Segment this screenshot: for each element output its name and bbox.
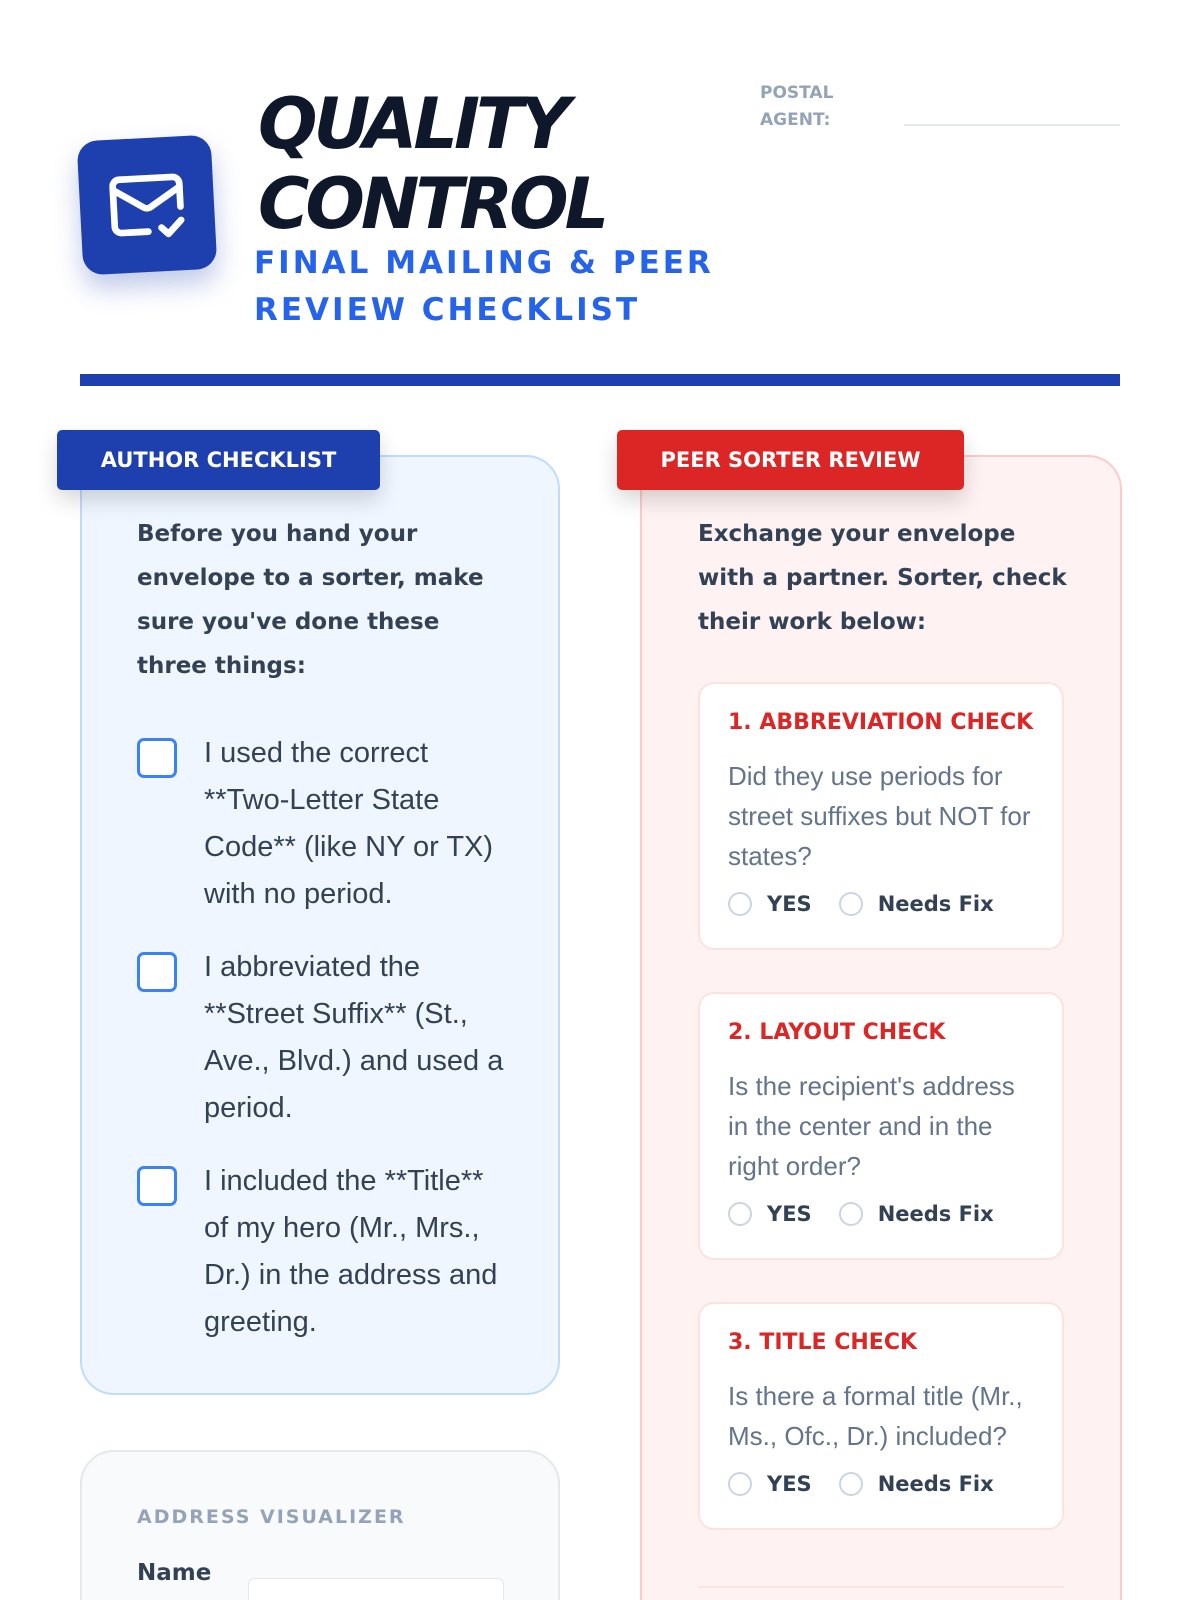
needs-fix-radio[interactable] [839, 1202, 863, 1226]
subtitle-line-2: REVIEW CHECKLIST [254, 292, 641, 328]
postal-agent-label-line-2: AGENT: [760, 110, 831, 130]
layout-check-card [698, 992, 1064, 1260]
address-visualizer-label: ADDRESS VISUALIZER [137, 1506, 406, 1528]
name-field-label: Name [137, 1560, 212, 1586]
review-card-title: 3. TITLE CHECK [728, 1330, 918, 1355]
author-intro-text: Before you hand your envelope to a sorter, make sure you've done these three things: [137, 521, 484, 679]
review-card-question: Is the recipient's address in the center and in the right order? [728, 1071, 1015, 1181]
postal-agent-label [760, 80, 860, 134]
peer-panel-divider [698, 1586, 1064, 1588]
yes-radio-label[interactable]: YES [767, 1472, 812, 1496]
subtitle-line-1: FINAL MAILING & PEER [254, 245, 714, 281]
review-radio-group [728, 892, 1021, 916]
needs-fix-radio-label[interactable]: Needs Fix [877, 892, 994, 916]
review-radio-group [728, 1202, 1021, 1226]
review-radio-group [728, 1472, 1021, 1496]
checklist-item-text: I included the **Title** of my hero (Mr., Mrs., Dr.) in the address and greeting. [204, 1165, 498, 1338]
checklist-checkbox-2[interactable] [137, 952, 177, 992]
name-input[interactable] [248, 1578, 504, 1600]
peer-intro-text: Exchange your envelope with a partner. Sorter, check their work below: [698, 521, 1067, 635]
postal-agent-label-line-1: POSTAL [760, 83, 834, 103]
yes-radio[interactable] [728, 1472, 752, 1496]
postal-agent-field[interactable] [904, 124, 1120, 126]
checklist-checkbox-3[interactable] [137, 1166, 177, 1206]
yes-radio[interactable] [728, 1202, 752, 1226]
review-card-title: 2. LAYOUT CHECK [728, 1020, 946, 1045]
yes-radio[interactable] [728, 892, 752, 916]
page-subtitle [254, 240, 734, 334]
yes-radio-label[interactable]: YES [767, 892, 812, 916]
review-card-question: Did they use periods for street suffixes but NOT for states? [728, 761, 1031, 871]
author-checklist-tab: AUTHOR CHECKLIST [57, 430, 380, 490]
checklist-item-text: I used the correct **Two-Letter State Code** (like NY or TX) with no period. [204, 737, 494, 910]
logo-tile [77, 135, 218, 276]
needs-fix-radio-label[interactable]: Needs Fix [877, 1472, 994, 1496]
needs-fix-radio[interactable] [839, 892, 863, 916]
needs-fix-radio[interactable] [839, 1472, 863, 1496]
header-divider [80, 374, 1120, 386]
needs-fix-radio-label[interactable]: Needs Fix [877, 1202, 994, 1226]
yes-radio-label[interactable]: YES [767, 1202, 812, 1226]
title-line-2: CONTROL [258, 163, 606, 245]
checklist-item-text: I abbreviated the **Street Suffix** (St., Ave., Blvd.) and used a period. [204, 951, 504, 1124]
mail-check-icon [105, 163, 189, 247]
review-card-question: Is there a formal title (Mr., Ms., Ofc., Dr.) included? [728, 1381, 1023, 1451]
peer-review-tab: PEER SORTER REVIEW [617, 430, 964, 490]
title-line-1: QUALITY [258, 83, 567, 165]
abbreviation-check-card [698, 682, 1064, 950]
page-title [258, 84, 738, 244]
title-check-card [698, 1302, 1064, 1530]
checklist-checkbox-1[interactable] [137, 738, 177, 778]
review-card-title: 1. ABBREVIATION CHECK [728, 710, 1034, 735]
